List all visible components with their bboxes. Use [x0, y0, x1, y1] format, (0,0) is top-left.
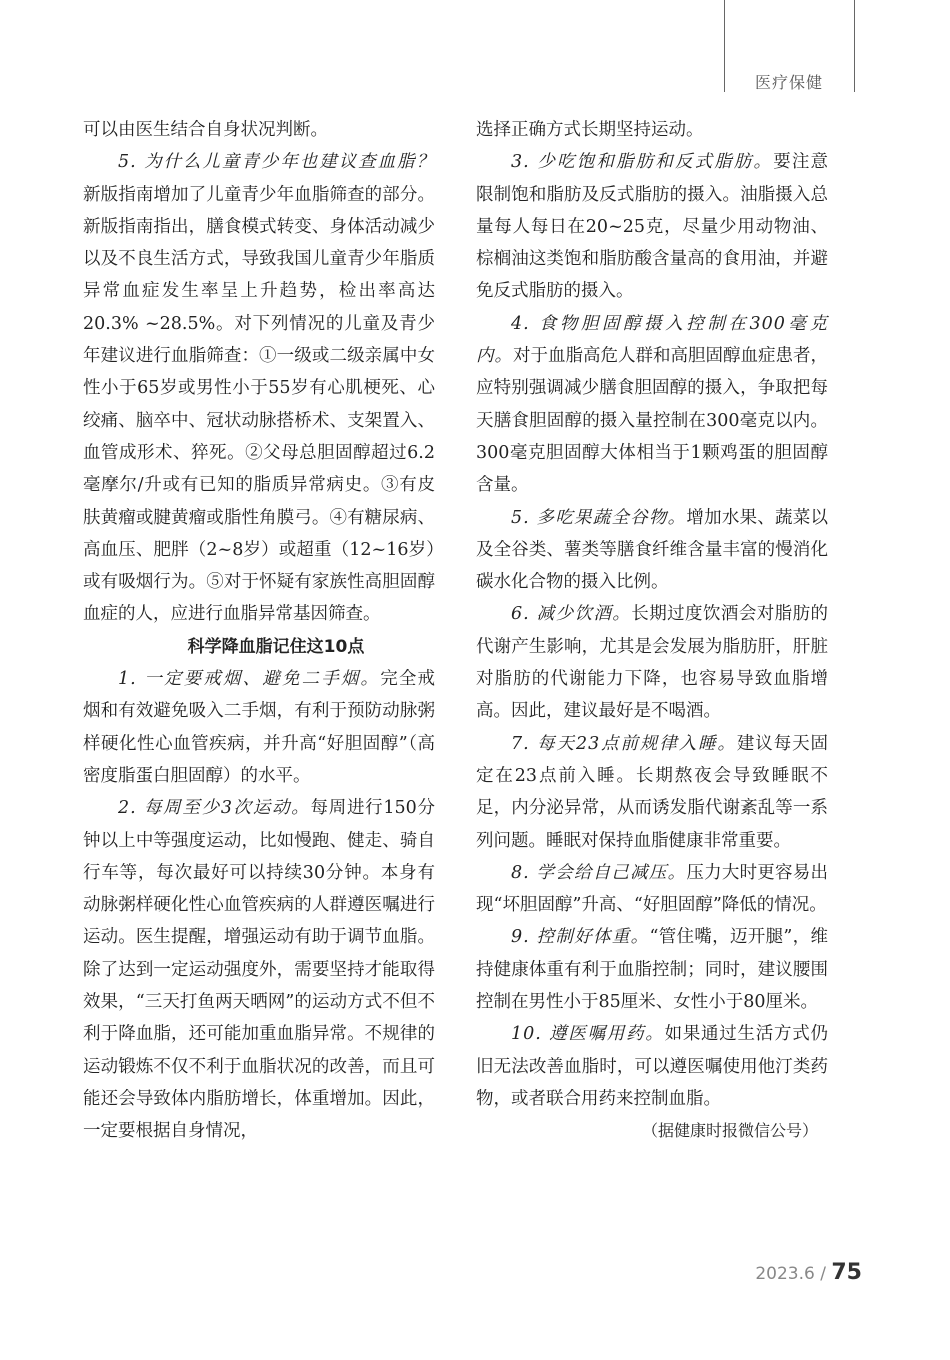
paragraph-lead: 5. 多吃果蔬全谷物。 — [511, 507, 687, 528]
paragraph-text: 每周进行150分钟以上中等强度运动，比如慢跑、健走、骑自行车等，每次最好可以持续30分钟。本身有动脉粥样硬化性心血管疾病的人群遵医嘱进行运动。医生提醒，增强运动有助于调节血脂。除了达到一定运动强度外，需要坚持才能取得效果，“三天打鱼两天晒网”的运动方式不但不利于降血脂，还可能加重血脂异常。不规律的运动锻炼不仅不利于血脂状况的改善，而且可能还会导致体内脂肪增长，体重增加。因此，一定要根据自身情况， — [83, 798, 435, 1142]
paragraph-text: 压力大时更容易出现“坏胆固醇”升高、“好胆固醇”降低的情况。 — [476, 862, 829, 916]
paragraph-lead: 6. 减少饮酒。 — [511, 604, 632, 625]
paragraph — [476, 502, 828, 599]
paragraph — [476, 1018, 828, 1115]
paragraph — [476, 114, 828, 146]
paragraph-text: 建议每天固定在23点前入睡。长期熬夜会导致睡眠不足，内分泌异常，从而诱发脂代谢紊乱等一系列问题。睡眠对保持血脂健康非常重要。 — [476, 733, 828, 851]
paragraph-text: 要注意限制饱和脂肪及反式脂肪的摄入。油脂摄入总量每人每日在20~25克，尽量少用动物油、棕榈油这类饱和脂肪酸含量高的食用油，并避免反式脂肪的摄入。 — [476, 152, 829, 302]
paragraph-text: 选择正确方式长期坚持运动。 — [476, 120, 704, 140]
right-column — [476, 114, 828, 1148]
paragraph — [476, 857, 828, 922]
source-credit: （据健康时报微信公号） — [641, 1121, 818, 1141]
paragraph-text: 对于血脂高危人群和高胆固醇血症患者，应特别强调减少膳食胆固醇的摄入，争取把每天膳食胆固醇的摄入量控制在300毫克以内。300毫克胆固醇大体相当于1颗鸡蛋的胆固醇含量。 — [476, 346, 828, 496]
paragraph — [476, 728, 828, 857]
paragraph-lead: 8. 学会给自己减压。 — [511, 862, 687, 883]
paragraph-text: 如果通过生活方式仍旧无法改善血脂时，可以遵医嘱使用他汀类药物，或者联合用药来控制血脂。 — [476, 1024, 828, 1109]
paragraph-text: 增加水果、蔬菜以及全谷类、薯类等膳食纤维含量丰富的慢消化碳水化合物的摄入比例。 — [476, 507, 829, 593]
paragraph — [476, 308, 828, 502]
paragraph-lead: 10. 遵医嘱用药。 — [511, 1024, 665, 1045]
issue-date: 2023.6 / — [755, 1264, 832, 1284]
paragraph-text: 长期过度饮酒会对脂肪的代谢产生影响，尤其是会发展为脂肪肝，肝脏对脂肪的代谢能力下降，也容易导致血脂增高。因此，建议最好是不喝酒。 — [476, 604, 829, 722]
paragraph-lead: 9. 控制好体重。 — [511, 927, 650, 948]
paragraph-lead: 2. 每周至少3次运动。 — [118, 798, 311, 819]
paragraph — [476, 598, 828, 727]
paragraph-lead: 4. 食物胆固醇摄入控制在300毫克内。 — [476, 313, 828, 367]
paragraph — [83, 792, 435, 1147]
header-rule-right — [854, 0, 855, 92]
paragraph-text: “管住嘴，迈开腿”，维持健康体重有利于血脂控制；同时，建议腰围控制在男性小于85厘米、女性小于80厘米。 — [476, 927, 828, 1013]
page-number: 75 — [831, 1260, 862, 1285]
paragraph-text: 新版指南增加了儿童青少年血脂筛查的部分。新版指南指出，膳食模式转变、身体活动减少以及不良生活方式，导致我国儿童青少年脂质异常血症发生率呈上升趋势，检出率高达20.3% ~28.5%。对下列情况的儿童及青少年建议进行血脂筛查：①一级或二级亲属中女性小于65岁或男性小于55岁有心肌梗死、心绞痛、脑卒中、冠状动脉搭桥术、支架置入、血管成形术、猝死。②父母总胆固醇超过6.2毫摩尔/升或有已知的脂质异常病史。③有皮肤黄瘤或腱黄瘤或脂性角膜弓。④有糖尿病、高血压、肥胖（2~8岁）或超重（12~16岁）或有吸烟行为。⑤对于怀疑有家族性高胆固醇血症的人，应进行血脂异常基因筛查。 — [83, 184, 435, 625]
paragraph-lead: 5. 为什么儿童青少年也建议查血脂？ — [118, 152, 435, 173]
paragraph-text: 可以由医生结合自身状况判断。 — [83, 120, 328, 140]
paragraph — [476, 921, 828, 1018]
paragraph-lead: 1. 一定要戒烟、避免二手烟。 — [118, 669, 381, 690]
paragraph — [83, 114, 435, 146]
paragraph-lead: 3. 少吃饱和脂肪和反式脂肪。 — [511, 152, 774, 173]
paragraph-text: 完全戒烟和有效避免吸入二手烟，有利于预防动脉粥样硬化性心血管疾病，并升高“好胆固醇”（高密度脂蛋白胆固醇）的水平。 — [83, 669, 436, 786]
left-column — [83, 114, 435, 1148]
paragraph — [83, 146, 435, 630]
section-tag: 医疗保健 — [754, 73, 823, 92]
paragraph — [476, 146, 828, 307]
paragraph — [83, 663, 435, 792]
page-footer — [660, 1260, 862, 1285]
section-subheading: 科学降血脂记住这10点 — [187, 636, 365, 657]
paragraph-lead: 7. 每天23点前规律入睡。 — [511, 733, 737, 754]
